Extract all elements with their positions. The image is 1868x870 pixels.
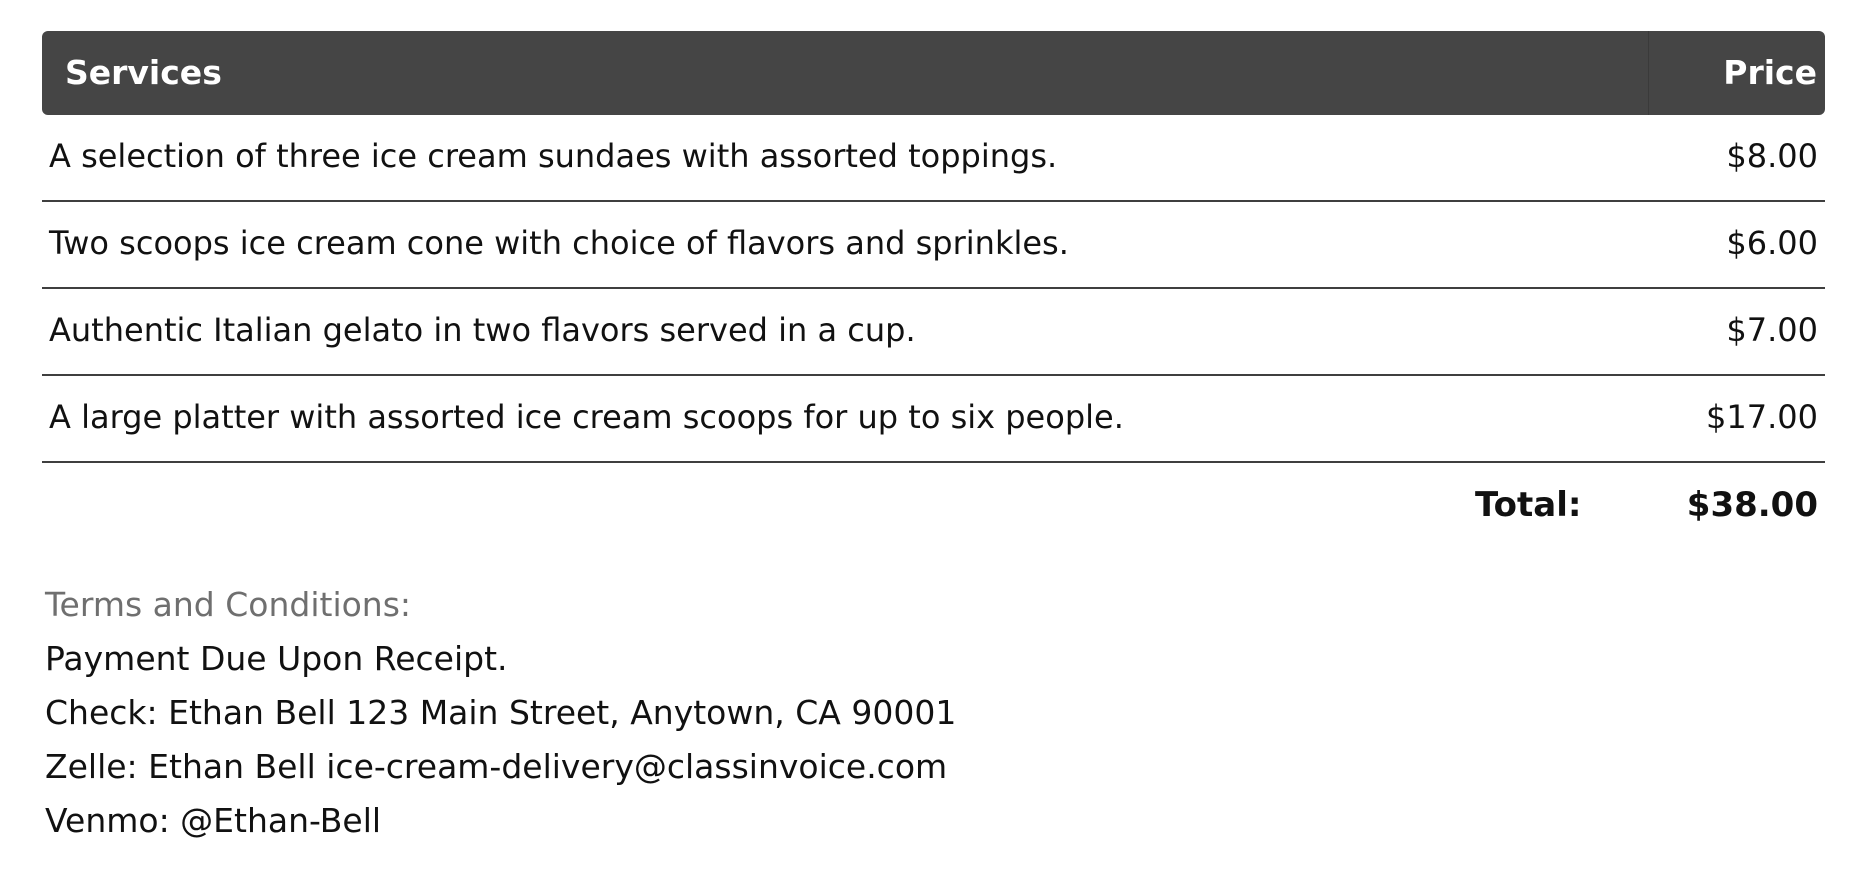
table-header <box>42 31 1825 115</box>
table-row <box>42 115 1825 202</box>
service-price: $6.00 <box>1726 224 1818 262</box>
invoice-services-table <box>42 31 1825 548</box>
terms-and-conditions <box>45 578 956 848</box>
price-column-header: Price <box>1723 53 1817 92</box>
services-column-header: Services <box>65 53 222 92</box>
total-amount: $38.00 <box>1686 485 1818 525</box>
service-description: A selection of three ice cream sundaes with assorted toppings. <box>49 137 1058 175</box>
service-price: $8.00 <box>1726 137 1818 175</box>
terms-heading: Terms and Conditions: <box>45 585 412 624</box>
table-row <box>42 202 1825 289</box>
check-payment-info: Check: Ethan Bell 123 Main Street, Anytown, CA 90001 <box>45 693 957 732</box>
service-description: A large platter with assorted ice cream scoops for up to six people. <box>49 398 1124 436</box>
service-description: Two scoops ice cream cone with choice of flavors and sprinkles. <box>49 224 1069 262</box>
zelle-payment-info: Zelle: Ethan Bell ice-cream-delivery@classinvoice.com <box>45 747 948 786</box>
service-price: $7.00 <box>1726 311 1818 349</box>
payment-due-note: Payment Due Upon Receipt. <box>45 639 508 678</box>
header-column-divider <box>1648 31 1649 115</box>
total-label: Total: <box>1475 485 1582 525</box>
service-price: $17.00 <box>1706 398 1818 436</box>
table-row <box>42 289 1825 376</box>
total-row <box>42 463 1825 548</box>
service-description: Authentic Italian gelato in two flavors served in a cup. <box>49 311 916 349</box>
venmo-payment-info: Venmo: @Ethan-Bell <box>45 801 382 840</box>
table-row <box>42 376 1825 463</box>
